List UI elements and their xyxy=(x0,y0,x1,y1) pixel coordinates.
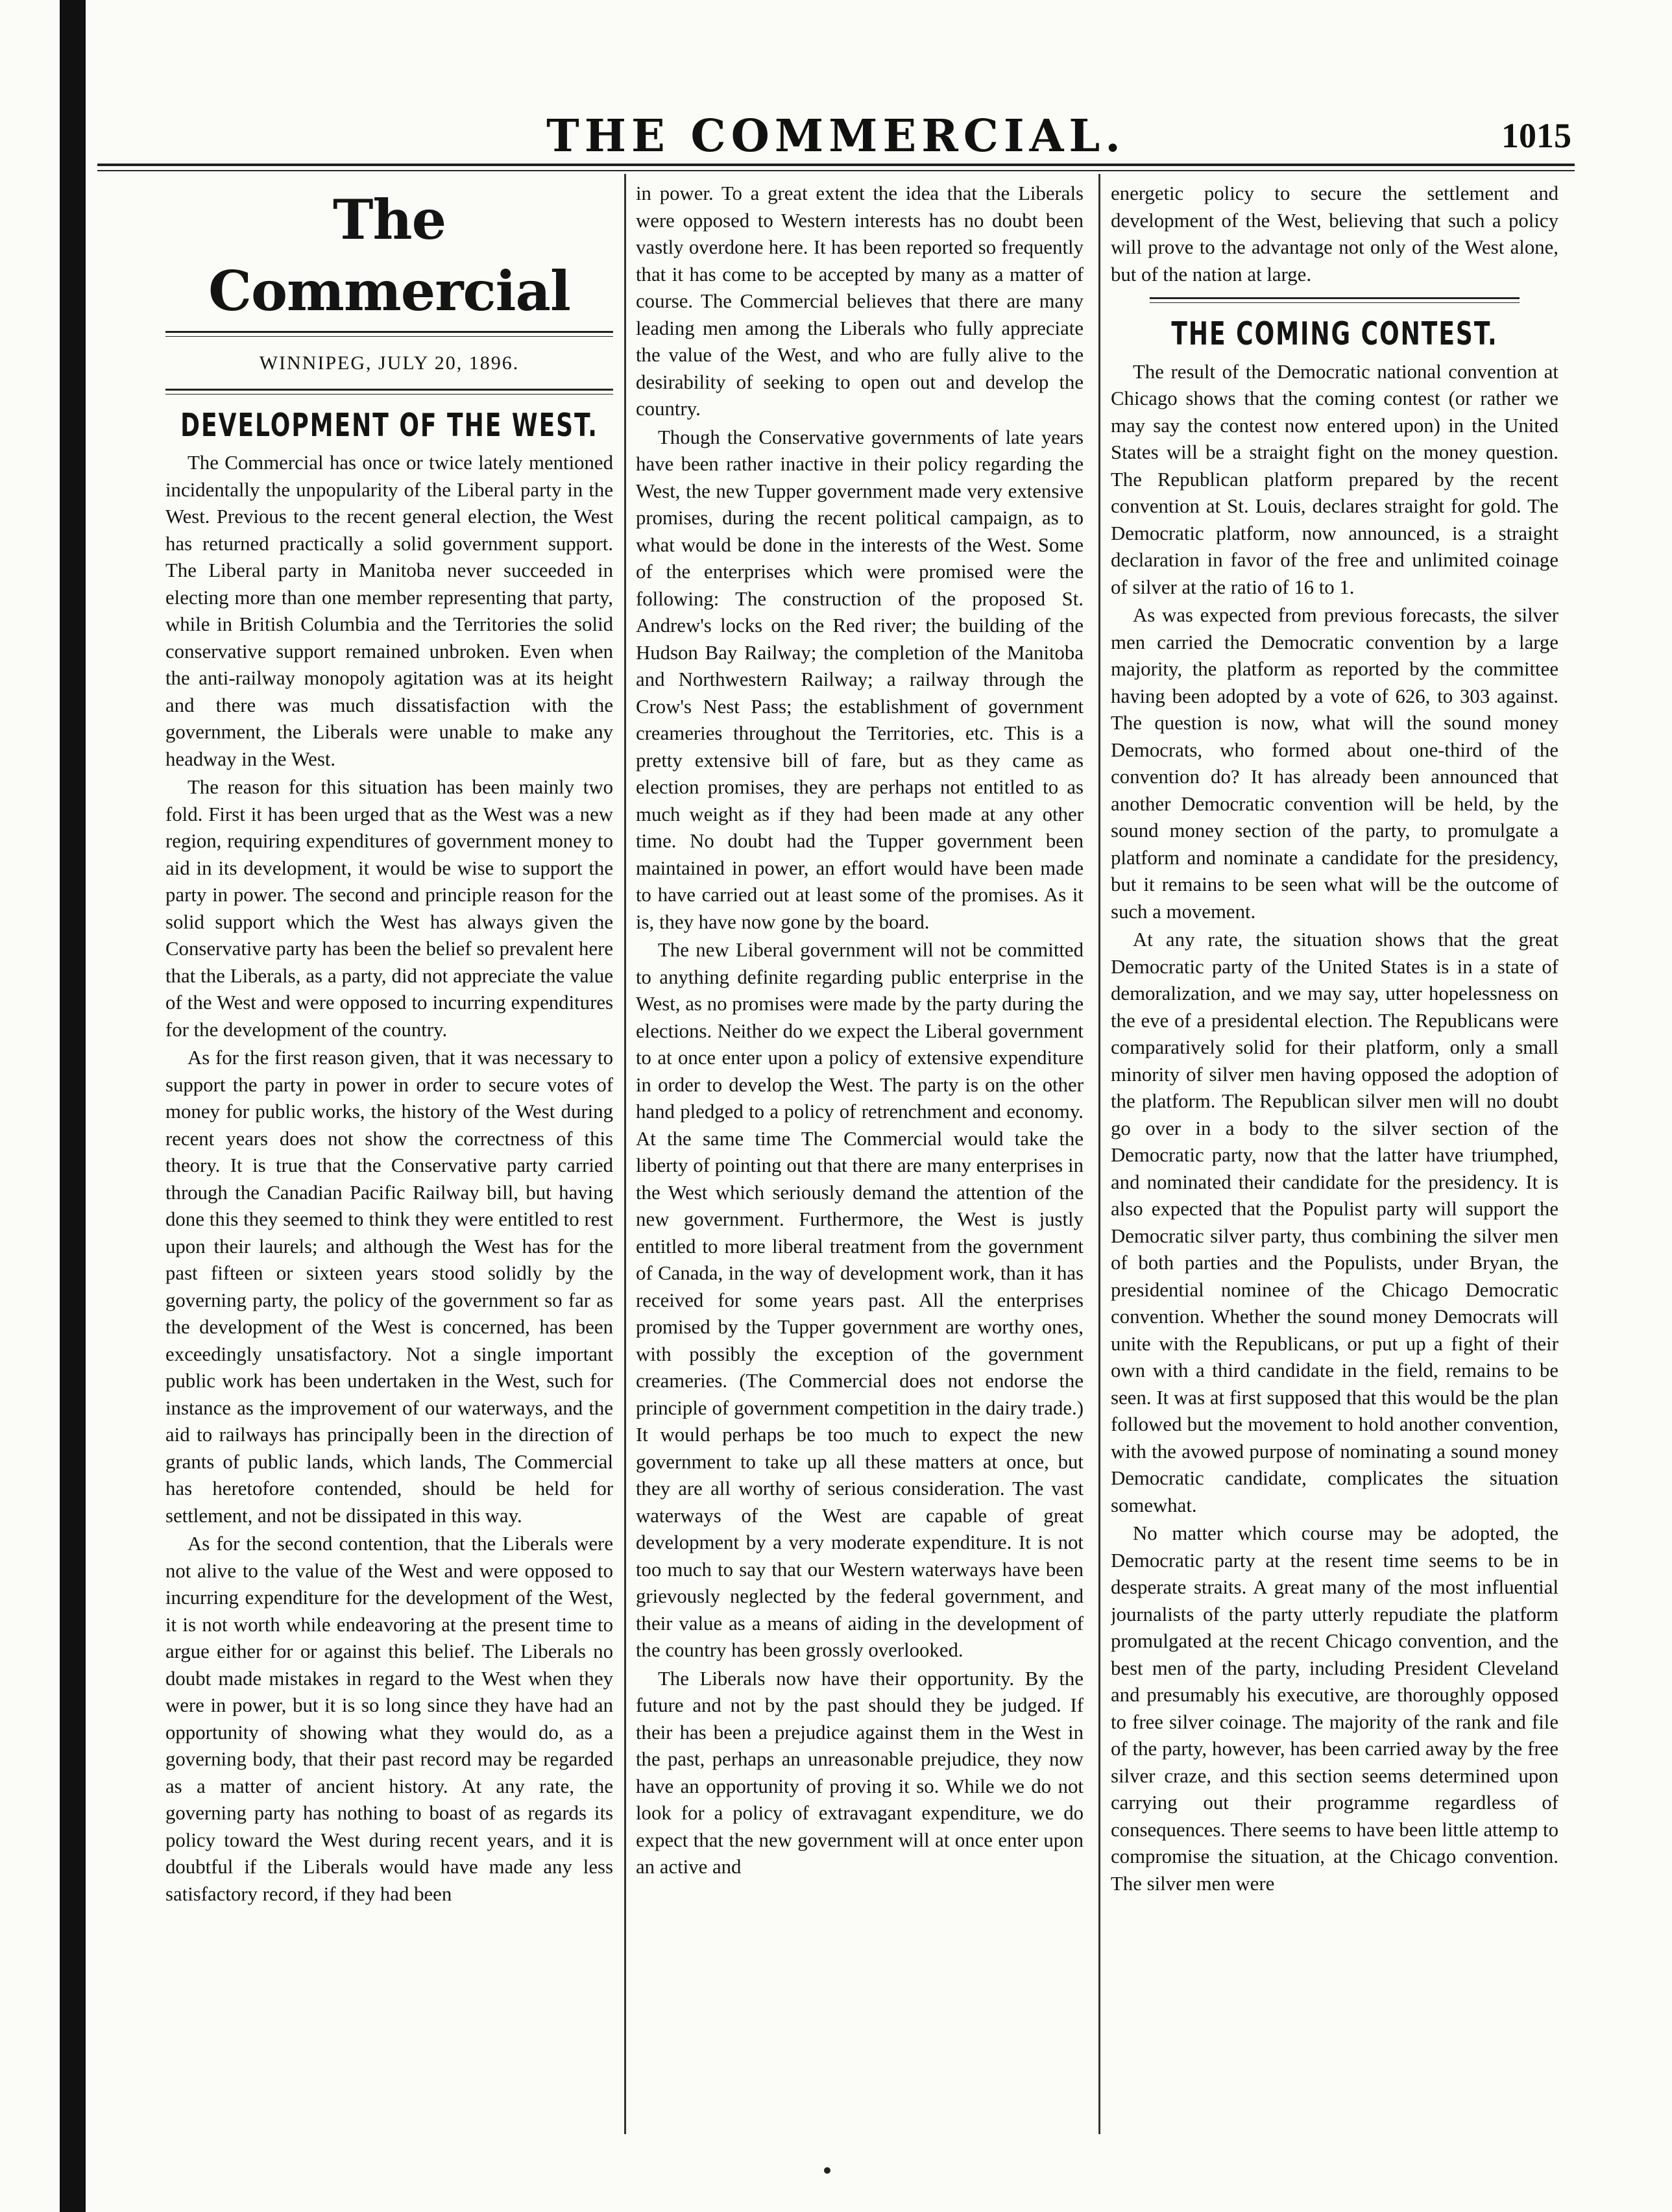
article-paragraph: Though the Conservative governments of late years have been rather inactive in their policy regarding the West, the new Tupper government made very extensive promises, during the recent political campaign, as to what would be done in the interests of the West. Some of the enterprises which were promised were the following: The construction of the proposed St. Andrew's locks on the Red river; the building of the Hudson Bay Railway; the completion of the Manitoba and Northwestern Railway; a railway through the Crow's Nest Pass; the establishment of government creameries throughout the Territories, etc. This is a pretty extensive bill of fare, but as they came as election promises, they are perhaps not entitled to as much weight as if they had been made at any other time. No doubt had the Tupper government been maintained in power, an effort would have been made to have carried out at least some of the promises. As it is, they have now gone by the board. xyxy=(636,426,1084,933)
running-header-title: THE COMMERCIAL. xyxy=(546,110,1126,162)
column-rule xyxy=(1098,174,1100,2134)
masthead: The Commercial xyxy=(208,188,570,323)
column-1 xyxy=(165,180,613,2121)
article-paragraph: As was expected from previous forecasts, the silver men carried the Democratic convention by a large majority, the platform as reported by the committee having been adopted by a vote of 626, to 303 against. The question is now, what will the sound money Democrats, who formed about one-third of the convention do? It has already been announced that another Democratic convention will be held, by the sound money section of the party, to promulgate a platform and nominate a candidate for the presidency, but it remains to be seen what will be the outcome of such a movement. xyxy=(1111,604,1558,923)
masthead-rule xyxy=(165,331,613,337)
page-number: 1015 xyxy=(1501,116,1571,155)
column-3 xyxy=(1111,180,1558,2121)
article-paragraph: The Liberals now have their opportunity. By the future and not by the past should they be judged. If their has been a prejudice against them in the West in the past, perhaps an unreasonable prejudice, they now have an opportunity of proving it so. While we do not look for a policy of extravagant expenditure, we do expect that the new government will at once enter upon an active and xyxy=(636,1667,1084,1878)
article-paragraph: As for the first reason given, that it was necessary to support the party in power in order to secure votes of money for public works, the history of the West during recent years does not show the correctness of this theory. It is true that the Conservative party carried through the Canadian Pacific Railway bill, but having done this they seemed to think they were entitled to rest upon their laurels; and although the West has for the past fifteen or sixteen years stood solidly by the governing party, the policy of the government so far as the development of the West is concerned, has been exceedingly unsatisfactory. Not a single important public work has been undertaken in the West, such for instance as the improvement of our waterways, and the aid to railways has principally been in the direction of grants of public lands, which lands, The Commercial has heretofore contended, should be held for settlement, and not be dissipated in this way. xyxy=(165,1047,613,1527)
article-paragraph: energetic policy to secure the settlement and development of the West, believing that such a policy will prove to the advantage not only of the West alone, but of the nation at large. xyxy=(1111,182,1558,286)
article-paragraph: The Commercial has once or twice lately mentioned incidentally the unpopularity of the Liberal party in the West. Previous to the recent general election, the West has returned practically a solid government support. The Liberal party in Manitoba never succeeded in electing more than one member representing that party, while in British Columbia and the Territories the solid conservative support remained unbroken. Even when the anti-railway monopoly agitation was at its height and there was much dissatisfaction with the government, the Liberals were unable to make any headway in the West. xyxy=(165,452,613,770)
article-paragraph: At any rate, the situation shows that the great Democratic party of the United States is in a state of demoralization, and we may say, utter hopelessness on the eve of a presidental election. The Republicans were comparatively solid for their platform, only a small minority of silver men having opposed the adoption of the platform. The Republican silver men will no doubt go over in a body to the silver section of the Democratic party, now that the latter have triumphed, and nominated their candidate for the presidency. It is also expected that the Populist party will support the Democratic silver party, thus combining the silver men of both parties and the Populists, under Bryan, the presidential nominee of the Chicago Democratic convention. Whether the sound money Democrats will unite with the Republicans, or put up a fight of their own with a third candidate in the field, remains to be seen. It was at first supposed that this would be the plan followed but the movement to hold another convention, with the avowed purpose of nominating a sound money Democratic candidate, complicates the situation somewhat. xyxy=(1111,929,1558,1516)
column-2 xyxy=(636,180,1084,2121)
dateline-rule xyxy=(165,389,613,395)
bottom-page-mark xyxy=(824,2167,830,2174)
article-paragraph: in power. To a great extent the idea that the Liberals were opposed to Western interests has no doubt been vastly overdone here. It has been reported so frequently that it has come to be accepted by many as a matter of course. The Commercial believes that there are many leading men among the Liberals who fully appreciate the value of the West, and who are fully alive to the desirability of seeking to open out and develop the country. xyxy=(636,182,1084,420)
article-paragraph: The result of the Democratic national convention at Chicago shows that the coming contest (or rather we may say the contest now entered upon) in the United States will be a straight fight on the money question. The Republican platform prepared by the recent convention at St. Louis, declares straight for gold. The Democratic platform, now announced, is a straight declaration in favor of the free and unlimited coinage of silver at the ratio of 16 to 1. xyxy=(1111,360,1558,598)
column-rule xyxy=(624,174,626,2134)
article-headline: THE COMING CONTEST. xyxy=(1171,316,1498,353)
article-paragraph: The new Liberal government will not be committed to anything definite regarding public enterprise in the West, as no promises were made by the party during the elections. Neither do we expect the Liberal government to at once enter upon a policy of extensive expenditure in order to develop the West. The party is on the other hand pledged to a policy of retrenchment and economy. At the same time The Commercial would take the liberty of pointing out that there are many enterprises in the West which seriously demand the attention of the new government. Furthermore, the West is justly entitled to more liberal treatment from the government of Canada, in the way of development work, than it has received for some years past. All the enterprises promised by the Tupper government are worthy ones, with possibly the exception of the government creameries. (The Commercial does not endorse the principle of government competition in the dairy trade.) It would perhaps be too much to expect the new government to take up all these matters at once, but they are all worthy of serious consideration. The vast waterways of the West are capable of great development by a very moderate expenditure. It is not too much to say that our Western waterways have been grievously neglected by the federal government, and their value as a means of aiding in the development of the country has been grossly overlooked. xyxy=(636,939,1084,1661)
page-binding-edge xyxy=(60,0,86,2212)
article-paragraph: No matter which course may be adopted, the Democratic party at the resent time seems to be in desperate straits. A great many of the most influential journalists of the party utterly repudiate the platform promulgated at the recent Chicago convention, and the best men of the party, including President Cleveland and presumably his executive, are thoroughly opposed to free silver coinage. The majority of the rank and file of the party, however, has been carried away by the free silver craze, and this section seems determined upon carrying out their programme regardless of consequences. There seems to have been little attemp to compromise the situation, at the Chicago convention. The silver men were xyxy=(1111,1522,1558,1895)
dateline: WINNIPEG, JULY 20, 1896. xyxy=(259,352,520,374)
header-rule-secondary xyxy=(97,170,1575,171)
article-headline: DEVELOPMENT OF THE WEST. xyxy=(180,407,598,444)
article-paragraph: As for the second contention, that the Liberals were not alive to the value of the West and were opposed to incurring expenditure for the development of the West, it is not worth while endeavoring at the present time to argue either for or against this belief. The Liberals no doubt made mistakes in regard to the West when they were in power, but it is so long since they have had an opportunity of showing what they would do, as a governing body, that their past record may be regarded as a matter of ancient history. At any rate, the governing party has nothing to boast of as regards its policy toward the West during recent years, and it is doubtful if the Liberals would have made any less satisfactory record, if they had been xyxy=(165,1533,613,1905)
header-rule xyxy=(97,164,1575,166)
article-paragraph: The reason for this situation has been mainly two fold. First it has been urged that as the West was a new region, requiring expenditures of government money to aid in its development, it would be wise to support the party in power. The second and principle reason for the solid support which the West has always given the Conservative party has been the belief so prevalent here that the Liberals, as a party, did not appreciate the value of the West and were opposed to incurring expenditures for the development of the country. xyxy=(165,776,613,1041)
article-separator-rule xyxy=(1150,297,1520,303)
